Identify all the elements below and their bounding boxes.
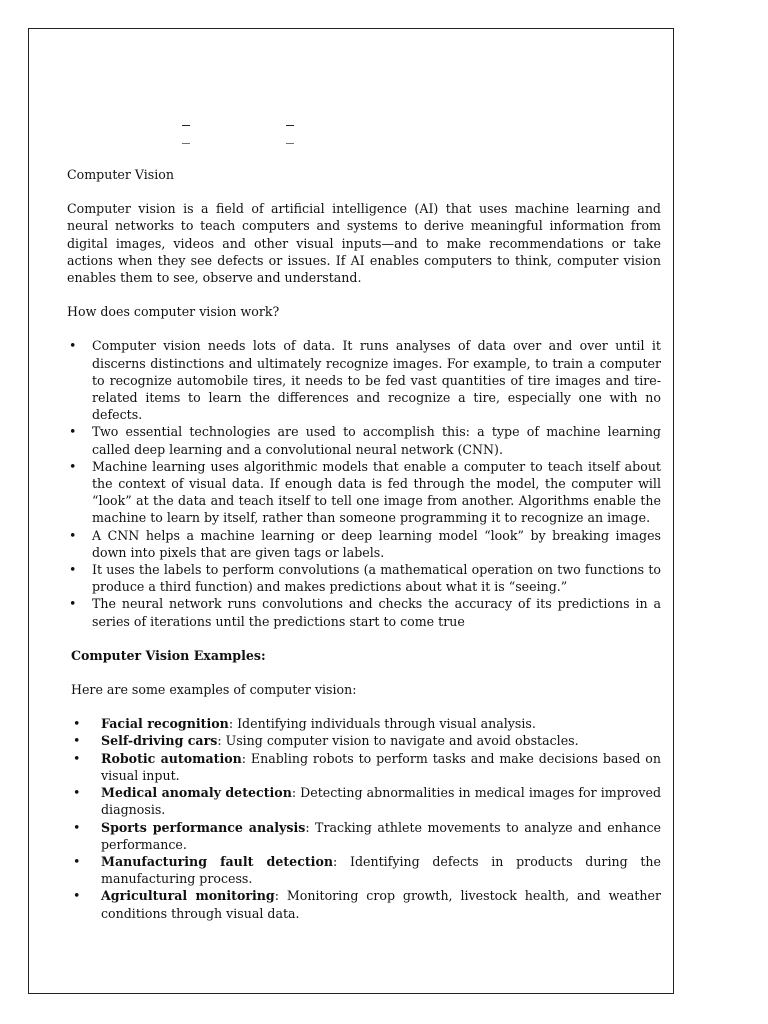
example-item — [71, 887, 661, 921]
how-list-item: • The neural network runs convolutions and checks the accuracy of its predictions in a series of iterations until the predictions start to come true — [67, 595, 661, 629]
example-desc: : Tracking athlete movements to analyze and enhance performance. — [101, 819, 661, 852]
example-term: Sports performance analysis — [101, 819, 306, 835]
example-item — [71, 750, 661, 784]
example-desc: : Using computer vision to navigate and avoid obstacles. — [217, 733, 579, 749]
examples-list — [71, 715, 661, 921]
example-item — [71, 715, 661, 732]
example-item — [71, 853, 661, 887]
how-list-item: • A CNN helps a machine learning or deep learning model “look” by breaking images down into pixels that are given tags or labels. — [67, 527, 661, 561]
header-dash-right: _ — [286, 125, 294, 144]
example-desc: : Enabling robots to perform tasks and make decisions based on visual input. — [101, 750, 662, 783]
example-term: Robotic automation — [101, 750, 242, 766]
intro-paragraph: Computer vision is a field of artificial intelligence (AI) that uses machine learning and neural networks to teach computers and systems to derive meaningful information from digital images, videos and other visual inputs—and to make recommendations or take actions when they see defects or issues. If AI enables computers to think, computer vision enables them to see, observe and understand. — [67, 201, 661, 286]
example-term: Agricultural monitoring — [101, 888, 275, 904]
example-desc: : Detecting abnormalities in medical images for improved diagnosis. — [101, 785, 662, 818]
example-term: Medical anomaly detection — [101, 785, 292, 801]
document-body — [67, 166, 661, 939]
example-desc: : Monitoring crop growth, livestock health, and weather conditions through visual data. — [101, 888, 661, 921]
how-list-item: • Machine learning uses algorithmic models that enable a computer to teach itself about the context of visual data. If enough data is fed through the model, the computer will “look” at the data and teach itself to tell one image from another. Algorithms enable the machine to learn by itself, rather than someone programming it to recognize an image. — [67, 458, 661, 527]
header-dash-left: _ — [182, 125, 190, 144]
example-desc: : Identifying individuals through visual analysis. — [228, 716, 536, 732]
document-page — [28, 28, 674, 994]
example-item — [71, 819, 661, 853]
example-term: Self-driving cars — [101, 733, 218, 749]
how-list-item: • Computer vision needs lots of data. It runs analyses of data over and over until it discerns distinctions and ultimately recognize images. For example, to train a computer to recognize automobile tires, it needs to be fed vast quantities of tire images and tire-related items to learn the differences and recognize a tire, especially one with no defects. — [67, 337, 661, 423]
how-list-item: • It uses the labels to perform convolutions (a mathematical operation on two functions to produce a third function) and makes predictions about what it is “seeing.” — [67, 561, 661, 595]
example-item — [71, 732, 661, 749]
how-list — [67, 337, 661, 629]
example-desc: : Identifying defects in products during the manufacturing process. — [101, 853, 661, 887]
examples-intro: Here are some examples of computer vision: — [71, 682, 357, 698]
how-heading: How does computer vision work? — [67, 304, 280, 320]
example-term: Facial recognition — [101, 716, 229, 732]
how-list-item: • Two essential technologies are used to accomplish this: a type of machine learning called deep learning and a convolutional neural network (CNN). — [67, 423, 661, 457]
examples-heading: Computer Vision Examples: — [71, 647, 266, 663]
document-title: Computer Vision — [67, 167, 174, 182]
example-term: Manufacturing fault detection — [101, 853, 334, 869]
example-item — [71, 784, 661, 818]
